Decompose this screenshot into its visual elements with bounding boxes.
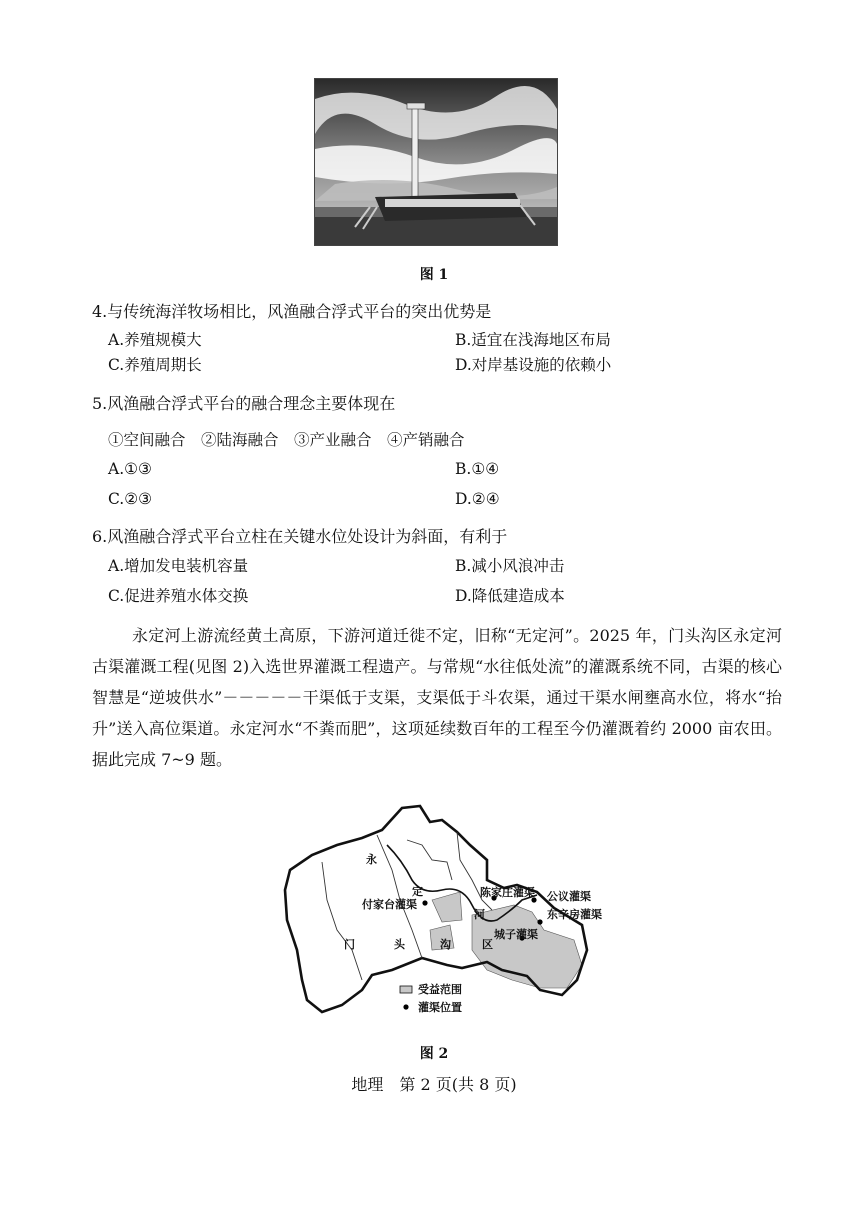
township-boundary (407, 840, 452, 880)
map-label-qu: 区 (482, 938, 493, 951)
q5-stem: 5.风渔融合浮式平台的融合理念主要体现在 (92, 394, 396, 413)
q5-option-d: D.②④ (455, 490, 500, 508)
q6-stem: 6.风渔融合浮式平台立柱在关键水位处设计为斜面，有利于 (92, 527, 508, 546)
q4-option-d: D.对岸基设施的依赖小 (455, 356, 612, 374)
q5-option-c: C.②③ (108, 490, 153, 508)
map-label-gongzi-canal: 公议灌渠 (547, 890, 591, 903)
figure1-caption: 图 1 (419, 267, 449, 283)
q5-option-b: B.①④ (455, 460, 500, 478)
legend-location-dot (403, 1004, 408, 1009)
map-label-ding: 定 (412, 885, 423, 898)
map-label-gou: 沟 (440, 938, 451, 951)
q4-option-c: C.养殖周期长 (108, 356, 202, 374)
canal-location-dot (537, 919, 542, 924)
q6-option-d: D.降低建造成本 (455, 587, 565, 605)
map-label-dongxinfang-canal: 东辛房灌渠 (547, 908, 602, 921)
map-label-he: 河 (474, 908, 485, 921)
figure2-caption: 图 2 (419, 1046, 449, 1062)
q6-option-c: C.促进养殖水体交换 (108, 587, 249, 605)
legend-benefit-swatch (400, 986, 412, 993)
irrigation-map (282, 800, 622, 1032)
canal-location-dot (422, 900, 427, 905)
q6-option-a: A.增加发电装机容量 (108, 557, 249, 575)
map-label-yong: 永 (366, 853, 377, 866)
q4-option-b: B.适宜在浅海地区布局 (455, 331, 611, 349)
legend-benefit-label: 受益范围 (418, 983, 462, 996)
page-footer: 地理 第 2 页(共 8 页) (351, 1075, 517, 1094)
reading-passage: 永定河上游流经黄土高原，下游河道迁徙不定，旧称“无定河”。2025 年，门头沟区永定河古渠灌溉工程(见图 2)入选世界灌溉工程遗产。与常规“水往低处流”的灌溉系统不同，古渠的核心智慧是“逆坡供水”－－－－－干渠低于支渠，支渠低于斗农渠，通过干渠水闸壅高水位，将水“抬升”送入高位渠道。永定河水“不粪而肥”，这项延续数百年的工程至今仍灌溉着约 2000 亩农田。据此完成 7~9 题。 (92, 626, 782, 769)
township-boundary (322, 862, 362, 980)
legend-location-label: 灌渠位置 (418, 1001, 462, 1014)
q4-option-a: A.养殖规模大 (108, 331, 202, 349)
benefit-area (432, 892, 462, 922)
map-label-chengzi-canal: 城子灌渠 (494, 928, 538, 941)
map-label-men: 门 (344, 938, 355, 951)
q4-stem: 4.与传统海洋牧场相比，风渔融合浮式平台的突出优势是 (92, 302, 492, 321)
q5-items: ①空间融合 ②陆海融合 ③产业融合 ④产销融合 (108, 431, 465, 449)
map-label-chenjiazhuang-canal: 陈家庄灌渠 (480, 886, 535, 899)
q6-option-b: B.减小风浪冲击 (455, 557, 565, 575)
map-label-tou: 头 (394, 938, 405, 951)
map-label-fujiatai-canal: 付家台灌渠 (362, 898, 417, 911)
q5-option-a: A.①③ (108, 460, 152, 478)
platform-photo (314, 78, 558, 246)
